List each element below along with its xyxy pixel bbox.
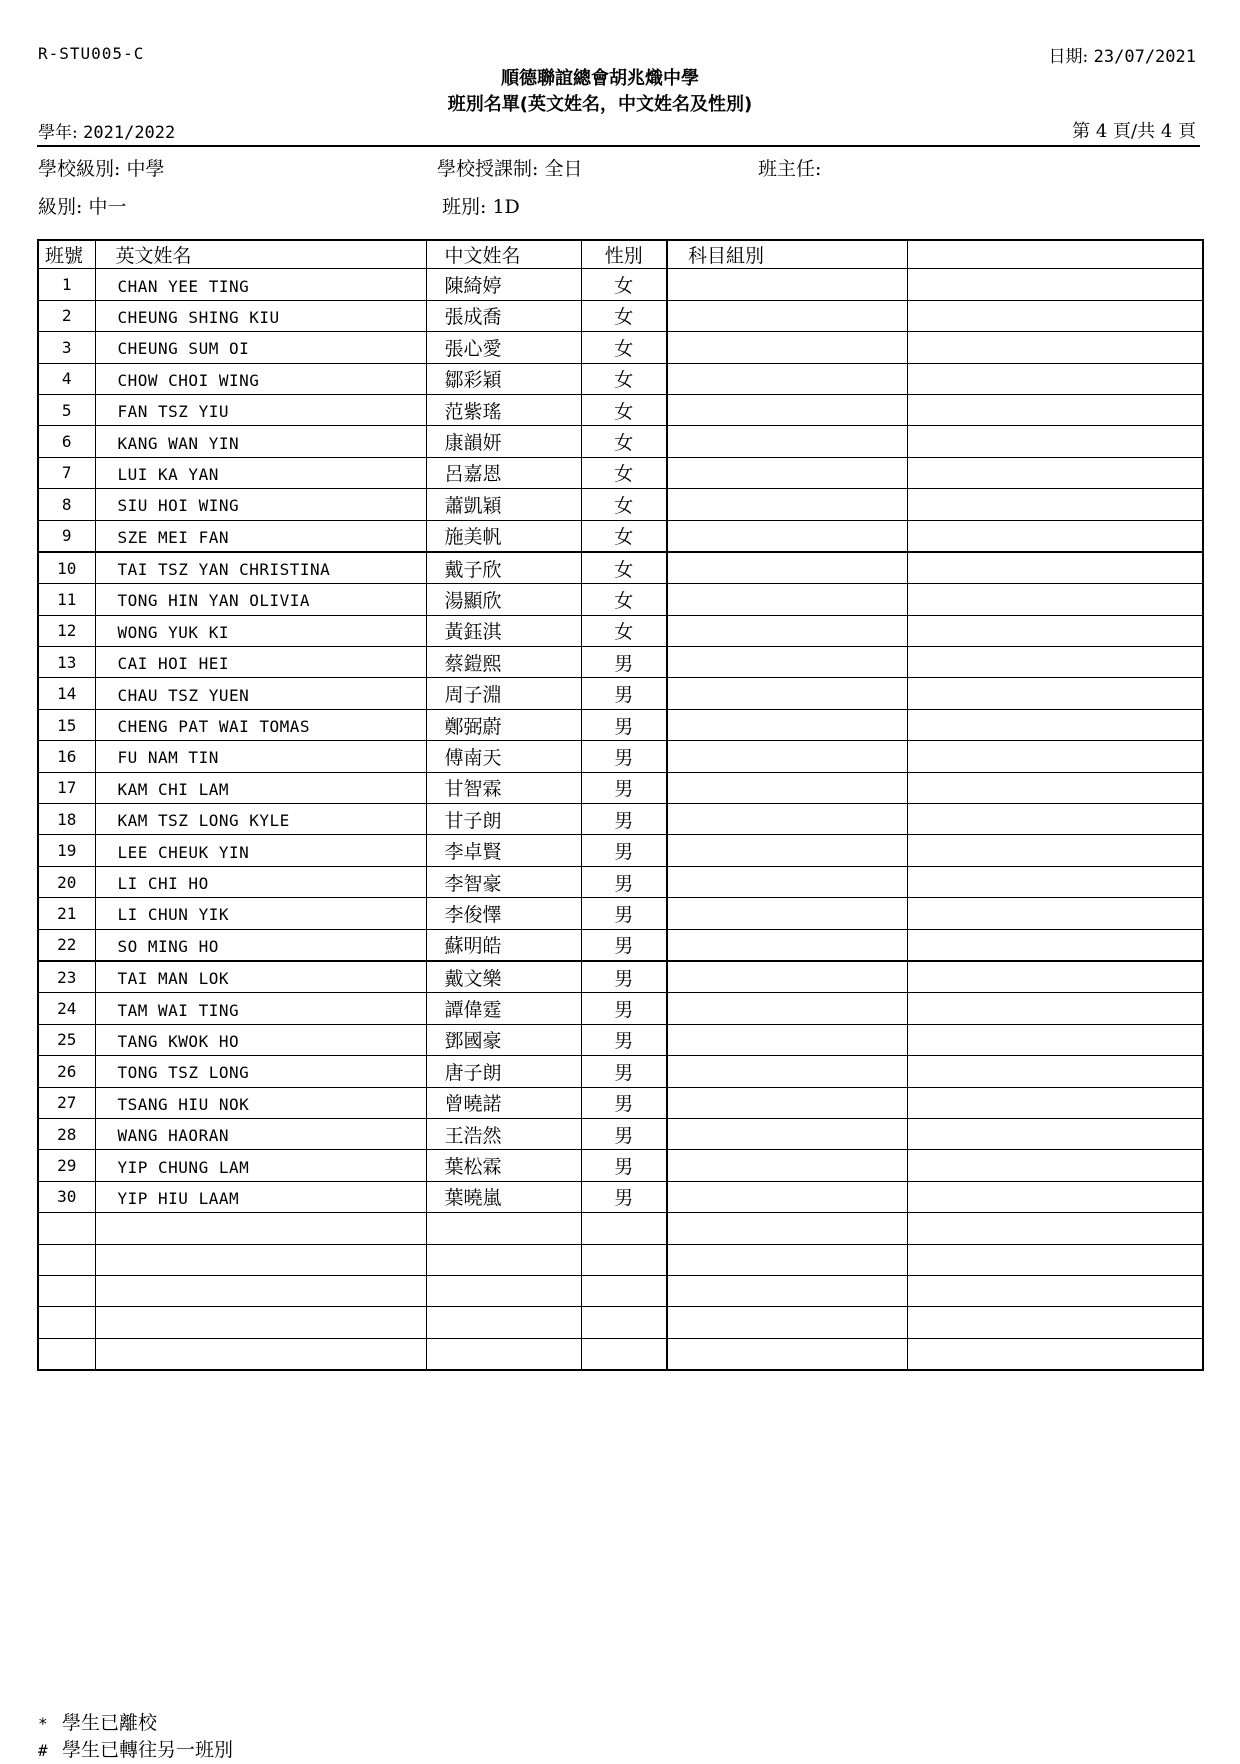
student-chinese-name: 鄭弼蔚 [426,709,581,740]
student-row [38,1181,1203,1212]
student-subject-group [667,993,907,1024]
student-row [38,709,1203,740]
student-gender: 女 [581,552,667,584]
student-subject-group [667,552,907,584]
student-class-no: 3 [38,332,95,363]
student-row [38,961,1203,993]
student-subject-group [667,1244,907,1275]
student-gender: 女 [581,457,667,488]
student-row [38,678,1203,709]
student-gender: 男 [581,898,667,929]
student-subject-group [667,332,907,363]
header-divider [37,145,1200,147]
student-gender: 男 [581,961,667,993]
student-class-no [38,1244,95,1275]
student-chinese-name: 陳綺婷 [426,269,581,300]
student-subject-group [667,678,907,709]
blank-row [38,1307,1203,1338]
student-subject-group [667,709,907,740]
student-extra [907,804,1203,835]
student-subject-group [667,929,907,961]
student-english-name: SO MING HO [95,929,426,961]
student-extra [907,1056,1203,1087]
student-extra [907,898,1203,929]
student-gender: 女 [581,489,667,520]
student-english-name: FU NAM TIN [95,741,426,772]
student-row [38,363,1203,394]
student-subject-group [667,741,907,772]
student-class-no: 2 [38,300,95,331]
student-subject-group [667,1275,907,1306]
student-row [38,489,1203,520]
student-gender: 男 [581,1181,667,1212]
page-indicator: 第 4 頁/共 4 頁 [1072,121,1196,142]
student-row [38,647,1203,678]
student-chinese-name: 黃鈺淇 [426,615,581,646]
student-english-name: LUI KA YAN [95,457,426,488]
student-english-name: CHAN YEE TING [95,269,426,300]
date-label: 日期: [1048,47,1089,67]
student-subject-group [667,804,907,835]
student-subject-group [667,1024,907,1055]
student-row [38,866,1203,897]
student-subject-group [667,866,907,897]
student-row [38,269,1203,300]
student-extra [907,772,1203,803]
student-class-no: 12 [38,615,95,646]
student-gender: 男 [581,1024,667,1055]
student-class-no: 17 [38,772,95,803]
school-level [38,154,164,181]
student-gender: 男 [581,1087,667,1118]
student-extra [907,961,1203,993]
student-extra [907,269,1203,300]
student-chinese-name: 蘇明皓 [426,929,581,961]
student-extra [907,552,1203,584]
student-chinese-name: 周子淵 [426,678,581,709]
student-subject-group [667,520,907,552]
student-row [38,804,1203,835]
student-chinese-name: 蕭凱穎 [426,489,581,520]
student-class-no: 7 [38,457,95,488]
student-class-no [38,1307,95,1338]
blank-row [38,1213,1203,1244]
student-class-no: 4 [38,363,95,394]
student-gender [581,1213,667,1244]
student-english-name: TONG HIN YAN OLIVIA [95,584,426,615]
student-row [38,552,1203,584]
student-gender [581,1307,667,1338]
student-chinese-name [426,1338,581,1370]
student-english-name [95,1307,426,1338]
student-chinese-name: 鄧國豪 [426,1024,581,1055]
student-chinese-name: 李卓賢 [426,835,581,866]
school-session [437,154,582,181]
grade-label: 級別: [38,196,83,218]
student-class-no: 10 [38,552,95,584]
student-english-name: TAM WAI TING [95,993,426,1024]
legend-symbol: * [38,1714,48,1733]
student-row [38,520,1203,552]
legend-text: 學生已轉往另一班別 [62,1739,234,1761]
student-gender: 女 [581,394,667,425]
student-gender: 男 [581,835,667,866]
student-class-no [38,1275,95,1306]
student-gender: 女 [581,363,667,394]
student-chinese-name: 湯顯欣 [426,584,581,615]
student-gender [581,1338,667,1370]
blank-row [38,1275,1203,1306]
grade-value: 中一 [88,196,127,218]
school-name: 順德聯誼總會胡兆熾中學 [501,68,699,89]
class-teacher-label: 班主任: [758,158,822,180]
student-class-no [38,1338,95,1370]
year-label: 學年: [38,123,78,143]
student-english-name [95,1244,426,1275]
student-extra [907,741,1203,772]
header-subject-group: 科目組別 [667,240,907,269]
school-year [38,118,175,143]
student-class-no: 11 [38,584,95,615]
student-class-no: 8 [38,489,95,520]
student-gender: 男 [581,1118,667,1149]
class-teacher [758,154,821,181]
student-class-no: 18 [38,804,95,835]
student-english-name: CHENG PAT WAI TOMAS [95,709,426,740]
student-english-name: TAI MAN LOK [95,961,426,993]
student-row [38,772,1203,803]
grade [38,192,126,219]
student-chinese-name [426,1213,581,1244]
student-subject-group [667,300,907,331]
student-english-name: LEE CHEUK YIN [95,835,426,866]
student-extra [907,1307,1203,1338]
student-chinese-name: 呂嘉恩 [426,457,581,488]
student-gender: 男 [581,772,667,803]
student-subject-group [667,1307,907,1338]
student-class-no: 6 [38,426,95,457]
student-subject-group [667,1118,907,1149]
student-english-name: YIP CHUNG LAM [95,1150,426,1181]
student-row [38,332,1203,363]
student-extra [907,584,1203,615]
report-code: R-STU005-C [38,44,145,63]
student-class-no: 21 [38,898,95,929]
student-class-no: 27 [38,1087,95,1118]
student-extra [907,1024,1203,1055]
student-chinese-name: 葉曉嵐 [426,1181,581,1212]
student-extra [907,1338,1203,1370]
student-row [38,394,1203,425]
student-extra [907,457,1203,488]
student-subject-group [667,457,907,488]
student-gender [581,1244,667,1275]
student-gender: 男 [581,741,667,772]
student-subject-group [667,394,907,425]
student-subject-group [667,426,907,457]
student-row [38,615,1203,646]
student-class-no [38,1213,95,1244]
student-row [38,1024,1203,1055]
student-subject-group [667,269,907,300]
student-chinese-name: 康韻妍 [426,426,581,457]
roster-body [38,269,1203,1370]
student-english-name: CHAU TSZ YUEN [95,678,426,709]
student-class-no: 13 [38,647,95,678]
student-extra [907,363,1203,394]
legend-item-transferred [38,1737,233,1764]
year-value: 2021/2022 [83,123,176,143]
student-chinese-name: 范紫瑤 [426,394,581,425]
student-extra [907,615,1203,646]
legend-item-left-school [38,1710,233,1737]
student-gender: 女 [581,332,667,363]
date-value: 23/07/2021 [1093,47,1196,67]
student-subject-group [667,615,907,646]
student-subject-group [667,835,907,866]
student-extra [907,489,1203,520]
student-gender: 女 [581,615,667,646]
student-subject-group [667,489,907,520]
student-chinese-name: 譚偉霆 [426,993,581,1024]
student-english-name: TSANG HIU NOK [95,1087,426,1118]
student-gender: 女 [581,300,667,331]
student-extra [907,678,1203,709]
student-class-no: 23 [38,961,95,993]
student-extra [907,332,1203,363]
student-class-no: 26 [38,1056,95,1087]
student-english-name: CAI HOI HEI [95,647,426,678]
student-subject-group [667,584,907,615]
class-roster-table [37,239,1204,1371]
student-english-name: YIP HIU LAAM [95,1181,426,1212]
student-english-name: KAM CHI LAM [95,772,426,803]
student-english-name: TAI TSZ YAN CHRISTINA [95,552,426,584]
student-chinese-name: 唐子朗 [426,1056,581,1087]
header-chinese-name: 中文姓名 [426,240,581,269]
student-english-name: CHEUNG SUM OI [95,332,426,363]
student-class-no: 22 [38,929,95,961]
student-chinese-name: 甘智霖 [426,772,581,803]
student-gender: 男 [581,647,667,678]
student-english-name [95,1338,426,1370]
student-class-no: 15 [38,709,95,740]
student-chinese-name [426,1307,581,1338]
legend [38,1710,233,1764]
student-extra [907,835,1203,866]
student-chinese-name: 張成喬 [426,300,581,331]
student-subject-group [667,1056,907,1087]
student-class-no: 25 [38,1024,95,1055]
student-chinese-name: 施美帆 [426,520,581,552]
student-row [38,835,1203,866]
session-label: 學校授課制: [437,158,539,180]
school-level-value: 中學 [126,158,165,180]
student-gender: 女 [581,584,667,615]
blank-row [38,1244,1203,1275]
student-subject-group [667,1338,907,1370]
student-row [38,1087,1203,1118]
student-subject-group [667,898,907,929]
student-gender: 女 [581,269,667,300]
student-extra [907,647,1203,678]
student-chinese-name: 蔡鎧熙 [426,647,581,678]
student-extra [907,1181,1203,1212]
student-chinese-name [426,1244,581,1275]
student-english-name: CHOW CHOI WING [95,363,426,394]
student-gender: 男 [581,929,667,961]
student-row [38,426,1203,457]
student-class-no: 29 [38,1150,95,1181]
student-subject-group [667,1181,907,1212]
session-value: 全日 [544,158,583,180]
student-english-name: SZE MEI FAN [95,520,426,552]
student-chinese-name: 鄒彩穎 [426,363,581,394]
blank-row [38,1338,1203,1370]
student-english-name: LI CHI HO [95,866,426,897]
student-class-no: 20 [38,866,95,897]
student-chinese-name: 王浩然 [426,1118,581,1149]
student-class-no: 5 [38,394,95,425]
student-extra [907,300,1203,331]
student-gender: 男 [581,866,667,897]
school-level-label: 學校級別: [38,158,121,180]
student-subject-group [667,961,907,993]
student-row [38,1056,1203,1087]
student-row [38,898,1203,929]
student-gender: 男 [581,993,667,1024]
student-gender: 女 [581,520,667,552]
student-chinese-name: 戴文樂 [426,961,581,993]
header-gender: 性別 [581,240,667,269]
student-extra [907,426,1203,457]
student-chinese-name: 曾曉諾 [426,1087,581,1118]
student-class-no: 1 [38,269,95,300]
header-extra [907,240,1203,269]
student-english-name: WONG YUK KI [95,615,426,646]
student-chinese-name: 葉松霖 [426,1150,581,1181]
student-english-name: SIU HOI WING [95,489,426,520]
student-english-name: FAN TSZ YIU [95,394,426,425]
student-extra [907,709,1203,740]
student-row [38,1118,1203,1149]
student-extra [907,520,1203,552]
header-class-no: 班號 [38,240,95,269]
student-english-name: WANG HAORAN [95,1118,426,1149]
legend-text: 學生已離校 [62,1712,158,1734]
student-english-name: CHEUNG SHING KIU [95,300,426,331]
student-english-name: TANG KWOK HO [95,1024,426,1055]
class-label: 班別: [442,196,487,218]
student-subject-group [667,772,907,803]
student-subject-group [667,1213,907,1244]
student-extra [907,1213,1203,1244]
student-row [38,300,1203,331]
student-extra [907,394,1203,425]
student-english-name [95,1213,426,1244]
student-subject-group [667,1150,907,1181]
student-extra [907,866,1203,897]
student-row [38,993,1203,1024]
student-subject-group [667,647,907,678]
report-title: 班別名單(英文姓名，中文姓名及性別) [447,94,753,115]
student-extra [907,1244,1203,1275]
student-subject-group [667,1087,907,1118]
student-english-name: TONG TSZ LONG [95,1056,426,1087]
student-extra [907,993,1203,1024]
student-class-no: 9 [38,520,95,552]
student-chinese-name: 傅南天 [426,741,581,772]
student-extra [907,1118,1203,1149]
student-class-no: 30 [38,1181,95,1212]
student-extra [907,1275,1203,1306]
class-value: 1D [492,196,520,218]
student-class-no: 16 [38,741,95,772]
student-gender: 男 [581,709,667,740]
class [442,192,520,219]
student-row [38,584,1203,615]
student-chinese-name: 戴子欣 [426,552,581,584]
student-english-name [95,1275,426,1306]
student-row [38,1150,1203,1181]
student-extra [907,1150,1203,1181]
student-row [38,741,1203,772]
student-class-no: 24 [38,993,95,1024]
student-gender: 女 [581,426,667,457]
student-gender: 男 [581,804,667,835]
student-english-name: KANG WAN YIN [95,426,426,457]
student-gender: 男 [581,1056,667,1087]
student-english-name: LI CHUN YIK [95,898,426,929]
student-class-no: 28 [38,1118,95,1149]
student-chinese-name: 李俊懌 [426,898,581,929]
student-gender: 男 [581,1150,667,1181]
student-row [38,929,1203,961]
student-extra [907,1087,1203,1118]
student-class-no: 14 [38,678,95,709]
student-chinese-name: 李智豪 [426,866,581,897]
student-chinese-name: 甘子朗 [426,804,581,835]
student-chinese-name: 張心愛 [426,332,581,363]
student-class-no: 19 [38,835,95,866]
student-english-name: KAM TSZ LONG KYLE [95,804,426,835]
legend-symbol: # [38,1741,48,1760]
student-extra [907,929,1203,961]
student-chinese-name [426,1275,581,1306]
student-row [38,457,1203,488]
student-subject-group [667,363,907,394]
table-header-row [38,240,1203,269]
student-gender: 男 [581,678,667,709]
header-english-name: 英文姓名 [95,240,426,269]
student-gender [581,1275,667,1306]
